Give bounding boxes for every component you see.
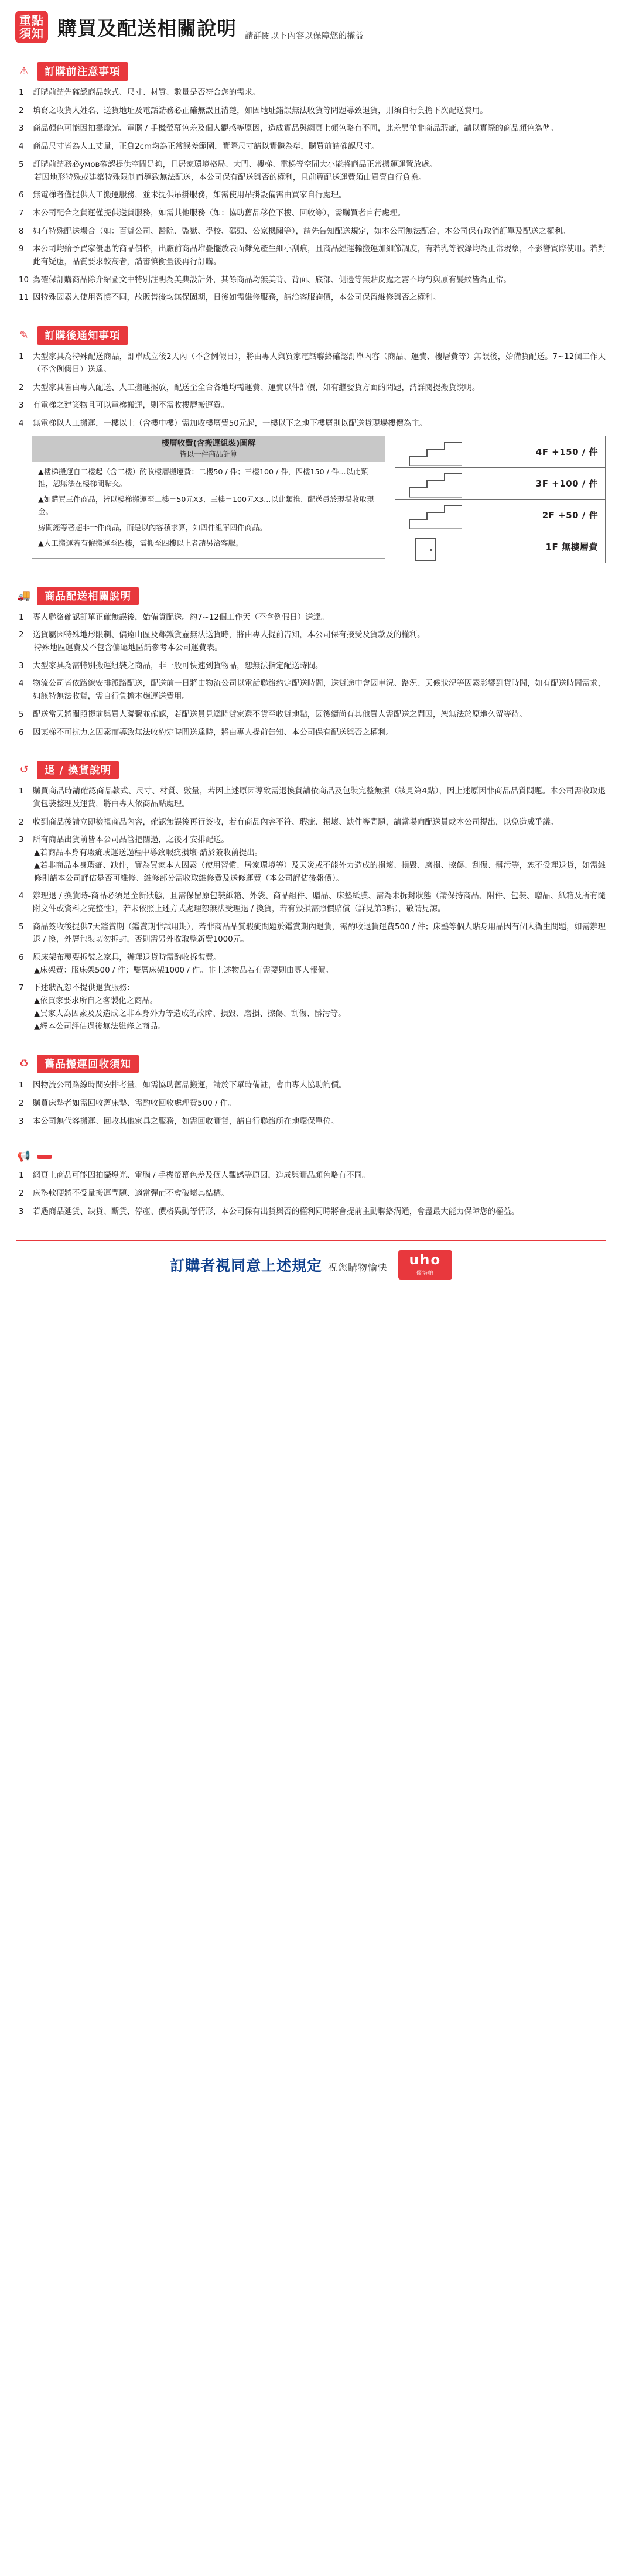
floor-label: 2F +50 / 件 [542,509,598,521]
list-subitem: ▲買家人為因素及及造成之非本身外力等造成的故障、損毀、磨損、擦傷、刮傷、髒污等。 [34,1009,346,1018]
list-item: 3 本公司無代客搬運、回收其他家具之服務，如需回收實貨，請自行聯絡所在地環保單位。 [19,1117,339,1126]
section-heading [16,1055,606,1073]
section-title: 舊品搬運回收須知 [37,1055,139,1073]
floor-row-1f [395,531,605,563]
list-subitem: 特殊地區運費及不包含偏遠地區請參考本公司運費表。 [34,644,223,653]
section-title [37,1155,52,1159]
list-item: 6 原床架布覆要拆裝之家具，辦理退貨時需酌收拆裝費。 ▲床架費：服床架500 / 件；雙層床架1000 / 件。非上述物品若有需要則由專人報價。 [16,952,606,977]
return-icon: ↺ [19,764,29,776]
list-subitem: ▲經本公司評估過後無法維修之商品。 [34,1022,166,1031]
list-item: 11 因特殊因素人使用習慣不同，故販售後均無保固期，日後如需維修服務，請洽客服詢價，本公司保留維修與否之權利。 [19,293,441,303]
stair-icon [404,436,491,467]
list-item: 2 填寫之收貨人姓名、送貨地址及電話請務必正確無誤且清楚，如因地址錯誤無法收貨等問題導致退貨，則須自行負擔下次配送費用。 [19,106,488,115]
brand-logo [398,1250,452,1280]
recycle-icon: ♻ [19,1058,29,1070]
list-item: 6 因某梯不可抗力之因素而導致無法收約定時間送達時，將由專人提前告知、本公司保有配送與否之權利。 [19,728,394,737]
stair-icon [404,500,491,531]
list-item: 3 若遇商品延貨、缺貨、斷貨、停產、價格異動等情形，本公司保有出貨與否的權利同時將會提前主動聯絡溝通，會盡最大能力保障您的權益。 [19,1207,520,1216]
floor-fee-paragraph: ▲樓梯搬運自二樓起（含二樓）酌收樓層搬運費：二樓50 / 件；三樓100 / 件，四樓150 / 件...以此類推，恕無法在樓梯間點交。 [38,467,368,488]
list-subitem: ▲若非商品本身瑕疵、缺件，實為買家本人因素（使用習慣、居家環境等）及天災或不能外力造成的損壞、損毀、磨損、擦傷、刮傷、髒污等，恕不受理退貨，如需維修則請本公司評估是否可維修、維修部分需收取維修費及送修運費（本公司評估後報價）。 [34,861,606,883]
floor-row-4f [395,436,605,468]
floor-fee-subtitle: 皆以一件商品計算 [179,450,238,459]
brand-logo-sub: 優洛帕 [416,1270,434,1277]
section-delivery [0,576,622,751]
list-item: 4 無電梯以人工搬運，一樓以上（含樓中樓）需加收樓層費50元起，一樓以下之地下樓層則以配送貨現場樓價為主。 [19,419,428,428]
list-subitem: 若因地形特殊或建築特殊限制而導致無法配送，本公司保有配送與否的權利，且前篇配送運費須由買賣自行負擔。 [34,173,426,182]
floor-fee-paragraph: ▲人工搬運若有僱搬運至四樓，需搬至四樓以上者請另洽客服。 [38,538,243,548]
section-heading [16,326,606,345]
header-badge-line1: 重點 [19,13,44,28]
list-item: 1 網頁上商品可能因拍攝燈光、電腦 / 手機螢幕色差及個人觀感等原因，造成與實品顏色略有不同。 [19,1171,370,1181]
section-heading [16,587,606,605]
list-subitem: ▲若商品本身有瑕疵或運送過程中導致瑕疵損壞-請於簽收前提出。 [34,849,263,858]
floor-fee-paragraph: ▲如購買三件商品，皆以樓梯搬運至二樓＝50元X3、三樓＝100元X3...以此類推、配送員於現場收取現金。 [38,495,374,516]
list-before-order [16,87,606,305]
list-item: 4 物流公司皆依路線安排派路配送，配送前一日將由物流公司以電話聯絡約定配送時間，送貨途中會因車況、路況、天候狀況等因素影響到貨時間，如有配送時間需求，如該特無法收貨，需自行負擔本趟運送費用。 [19,679,606,702]
section-heading [16,1150,606,1164]
floor-label: 3F +100 / 件 [535,478,598,489]
list-item: 2 收到商品後請立即檢視商品內容，確認無誤後再行簽收，若有商品內容不符、瑕疵、損壞、缺件等問題，請當場向配送員或本公司提出，以免造成爭議。 [19,817,559,827]
list-returns [16,785,606,1033]
list-item: 1 因物流公司路線時間安排考量，如需協助舊品搬運，請於下單時備註，會由專人協助詢價。 [19,1081,347,1090]
door-icon [404,531,491,563]
door-icon [404,531,491,563]
list-item: 9 本公司均給予買家優惠的商品價格，出廠前商品堆疊擺放表面難免產生細小刮痕，且商品經運輸搬運加細節調度，有若乳等被錄均為正常現象，不影響實際使用。若對此有疑慮，品質要求較高者，請審慎衡量後再行訂購。 [19,245,606,267]
brand-logo-main: uho [409,1252,442,1268]
list-item: 1 大型家具為特殊配送商品，訂單成立後2天內（不含例假日），將由專人與買家電話聯絡確認訂單內容（商品、運費、樓層費等）無誤後，始備貨配送。7~12個工作天（不含例假日）送達。 [19,353,606,374]
list-item: 3 有電梯之建築物且可以電梯搬運，則不需收樓層搬運費。 [19,401,229,410]
list-item: 6 無電梯者僅提供人工搬運服務，並未提供吊掛服務，如需使用吊掛設備需由買家自行處理。 [19,191,347,200]
list-after-order [16,351,606,430]
list-item: 4 商品尺寸皆為人工丈量，正負2cm均為正常誤差範圍，實際尺寸請以實體為準，購買前請確認尺寸。 [19,142,380,152]
list-item: 7 本公司配合之貨運僅提供送貨服務，如需其他服務（如：協助舊品移位下樓、回收等），需購買者自行處理。 [19,208,406,218]
header-badge [15,11,48,43]
list-item: 1 訂購前請先確認商品款式、尺寸、材質、數量是否符合您的需求。 [19,88,261,97]
header-badge-line2: 須知 [19,26,44,41]
stair-icon [404,500,491,531]
list-final-notes [16,1169,606,1218]
footer-statement [170,1254,388,1275]
list-delivery [16,611,606,740]
truck-icon: 🚚 [17,589,31,602]
section-oldgoods [0,1044,622,1139]
list-item: 2 大型家具皆由專人配送、人工搬運擺放，配送至全台各地均需運費、運費以件計價，如有繼娶貨方面的問題，請詳閱提搬貨說明。 [19,383,480,392]
page-subtitle: 請詳閱以下內容以保障您的權益 [245,32,364,41]
footer-statement-main: 訂購者視同意上述規定 [170,1257,323,1275]
section-final-notes [0,1139,622,1229]
floor-label: 4F +150 / 件 [535,446,598,457]
megaphone-icon: 📢 [17,1150,31,1163]
floor-fee-building [395,436,606,563]
list-item: 2 送貨屬因特殊地形限制、偏遠山區及鄰鐵貨壺無法送貨時，將由專人提前告知，本公司保有接受及貨款及的權利。 特殊地區運費及不包含偏遠地區請參考本公司運費表。 [16,629,606,654]
floor-row-3f [395,468,605,500]
floor-fee-explainer [32,436,385,559]
section-title: 退 / 換貨說明 [37,761,119,779]
list-item: 1 專人聯絡確認訂單正確無誤後，始備貨配送。約7~12個工作天（不含例假日）送達。 [19,613,329,622]
page-footer [16,1240,606,1283]
page-header [0,0,622,52]
list-item: 10 為確保訂購商品除介紹圖文中特別註明為美典設計外，其餘商品均無美背、背面、底部、側邊等無貼皮處之霧不均勻與原有髮紋皆為正常。 [19,275,511,285]
warning-icon: ⚠ [19,65,29,77]
section-title: 訂購後通知事項 [37,326,128,345]
section-before-order [0,52,622,316]
list-item: 4 辦理退 / 換貨時-商品必須是全新狀態，且需保留原包裝紙箱、外袋、商品組件、贈品、床墊紙膜、需為未拆封狀態（請保持商品、附件、包裝、贈品、紙箱及所有隨附文件或資料之完整性），若未依照上述方式處理恕無法受理退 / 換貨，若有毀損需照價賠償（詳見第3點），敬請見諒。 [19,892,606,914]
page-title: 購買及配送相關說明 [57,16,237,40]
floor-fee-body [32,462,385,549]
section-heading [16,761,606,779]
note-icon: ✎ [19,329,29,342]
footer-statement-small: 祝您購物愉快 [327,1262,388,1274]
list-item: 7 下述狀況恕不提供退貨服務： ▲依買家要求所自之客製化之商品。 ▲買家人為因素及及造成之非本身外力等造成的故障、損毀、磨損、擦傷、刮傷、髒污等。 ▲經本公司評估過後無法維修之商品。 [16,982,606,1033]
section-returns [0,750,622,1044]
floor-label: 1F 無樓層費 [545,542,598,553]
list-item: 3 商品顏色可能因拍攝燈光、電腦 / 手機螢幕色差及個人觀感等原因，造成實品與網頁上顏色略有不同，此差異並非商品瑕疵，請以實際的商品顏色為準。 [19,124,558,134]
stair-icon [404,468,491,499]
list-item: 5 配送當天將關照提前與買人聯繫並確認，若配送員見達時貨家還不貨至收貨地點，因後續尚有其他買人需配送之問因，恕無法於原地久留等待。 [19,710,527,719]
section-heading [16,62,606,81]
list-item: 5 商品簽收後提供7天鑑賞期（鑑賞期非試用期），若非商品品質瑕疵問題於鑑賞期內退貨，需酌收退貨運費500 / 件；床墊等個人貼身用品因有個人衛生問題，如需辦理退 / 換，外層包裝切勿拆封，否則需另外收取整新費1000元。 [19,922,606,945]
stair-icon [404,436,491,468]
floor-fee-title: 樓層收費(含搬運組裝)圖解 皆以一件商品計算 [32,436,385,463]
floor-fee-paragraph: 房間經等著超非一件商品，而是以內容積求算，如四件組單四件商品。 [38,522,267,532]
section-after-order [0,316,622,576]
list-item: 3 大型家具為需特別搬運組裝之商品，非一般可快速到貨物品，恕無法指定配送時間。 [19,661,323,670]
list-item: 2 床墊軟硬將不受量搬運問題、適當彈而不會破壞其結構。 [19,1189,229,1199]
floor-row-2f [395,500,605,531]
stair-icon [404,468,491,500]
list-item: 5 訂購前請務必умов確認提供空間足夠，且居家環境格局、大門、樓梯、電梯等空間大小能將商品正常搬運運置放處。 若因地形特殊或建築特殊限制而導致無法配送，本公司保有配送與否的權利，且前篇配送運費須由買賣自行負擔。 [16,159,606,184]
list-item: 2 購買床墊者如需回收舊床墊、需酌收回收處理費500 / 件。 [19,1099,236,1108]
list-item: 3 所有商品出貨前皆本公司品管把關過，之後才安排配送。 ▲若商品本身有瑕疵或運送過程中導致瑕疵損壞-請於簽收前提出。 ▲若非商品本身瑕疵、缺件，實為買家本人因素（使用習慣、居家環境等）及天災或不能外力造成的損壞、損毀、磨損、擦傷、刮傷、髒污等，恕不受理退貨，如需維修則請本公司評估是否可維修、維修部分需收取維修費及送修運費（本公司評估後報價）。 [16,834,606,885]
list-oldgoods [16,1079,606,1128]
list-subitem: ▲依買家要求所自之客製化之商品。 [34,997,158,1006]
floor-fee-diagram [32,436,606,563]
list-subitem: ▲床架費：服床架500 / 件；雙層床架1000 / 件。非上述物品若有需要則由專人報價。 [34,966,334,975]
section-title: 商品配送相關說明 [37,587,139,605]
list-item: 8 如有特殊配送場合（如：百貨公司、醫院、監獄、學校、碼頭、公家機關等），請先告知配送規定，如本公司無法配合，本公司保有取消訂單及配送之權利。 [19,227,570,236]
list-item: 1 購買商品時請確認商品款式、尺寸、材質、數量，若因上述原因導致需退換貨請依商品及包裝完整無損（該見第4點），因上述原因非商品品質問題。本公司需收取退貨包裝整理及運費，將由專人依商品點處理。 [19,787,606,809]
section-title: 訂購前注意事項 [37,62,128,81]
